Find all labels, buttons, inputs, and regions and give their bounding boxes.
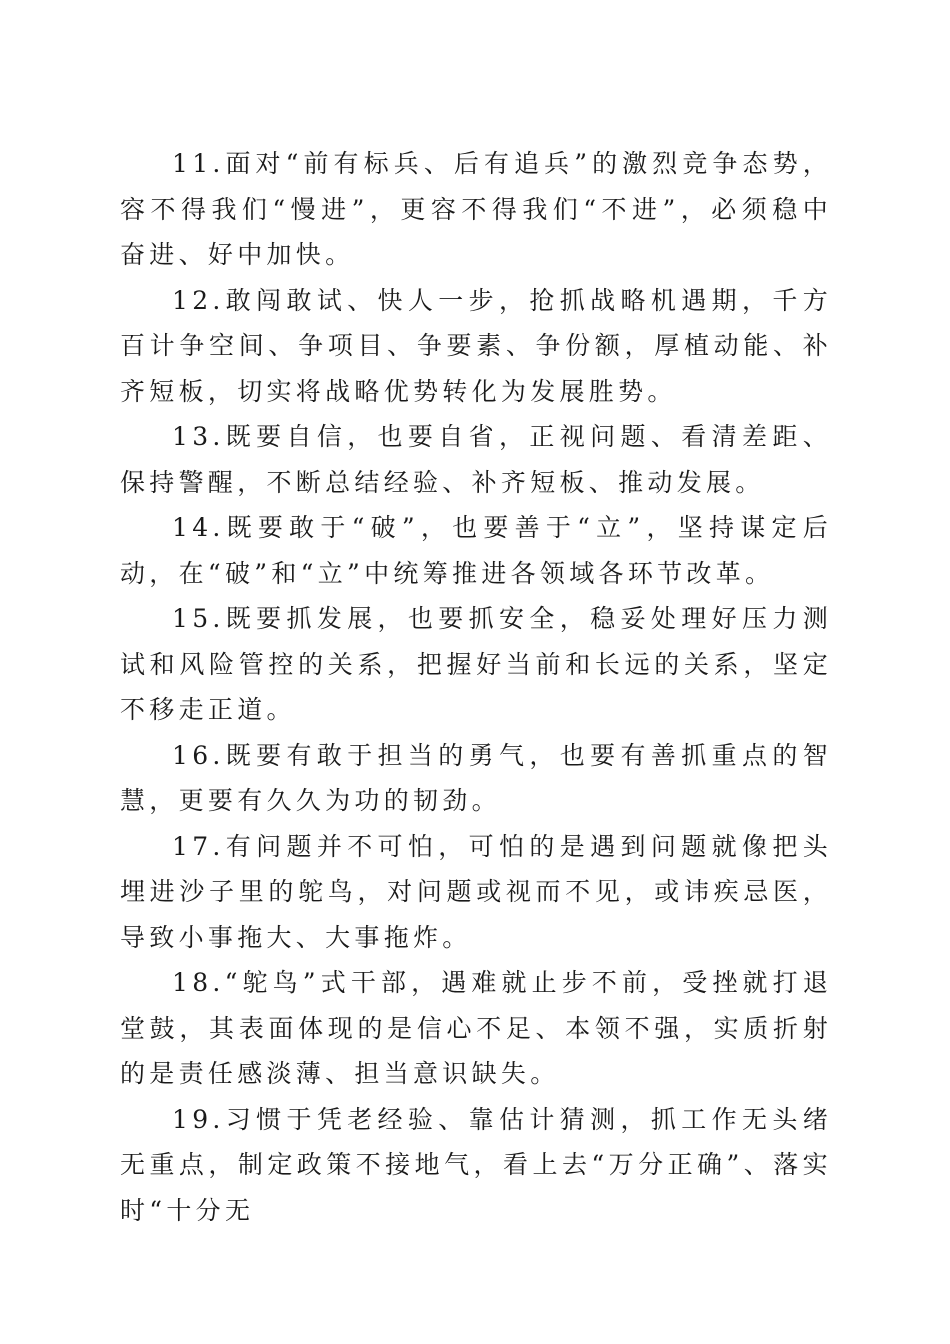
paragraph-14: 14.既要敢于“破”，也要善于“立”，坚持谋定后动，在“破”和“立”中统筹推进各领域各环节改革。 [120, 513, 832, 588]
paragraph-12: 12.敢闯敢试、快人一步，抢抓战略机遇期，千方百计争空间、争项目、争要素、争份额，厚植动能、补齐短板，切实将战略优势转化为发展胜势。 [120, 285, 832, 406]
paragraph-17: 17.有问题并不可怕，可怕的是遇到问题就像把头埋进沙子里的鸵鸟，对问题或视而不见，或讳疾忌医，导致小事拖大、大事拖炸。 [120, 831, 832, 952]
paragraph-18: 18.“鸵鸟”式干部，遇难就止步不前，受挫就打退堂鼓，其表面体现的是信心不足、本领不强，实质折射的是责任感淡薄、担当意识缺失。 [120, 968, 832, 1088]
paragraph-11: 11.面对“前有标兵、后有追兵”的激烈竞争态势，容不得我们“慢进”，更容不得我们“不进”，必须稳中奋进、好中加快。 [120, 149, 832, 269]
paragraph-15: 15.既要抓发展，也要抓安全，稳妥处理好压力测试和风险管控的关系，把握好当前和长远的关系，坚定不移走正道。 [120, 604, 832, 724]
paragraph-19: 19.习惯于凭老经验、靠估计猜测，抓工作无头绪无重点，制定政策不接地气，看上去“万分正确”、落实时“十分无 [120, 1104, 832, 1225]
paragraph-16: 16.既要有敢于担当的勇气，也要有善抓重点的智慧，更要有久久为功的韧劲。 [120, 740, 832, 815]
paragraph-13: 13.既要自信，也要自省，正视问题、看清差距、保持警醒，不断总结经验、补齐短板、推动发展。 [120, 422, 832, 497]
document-body [120, 141, 832, 1233]
